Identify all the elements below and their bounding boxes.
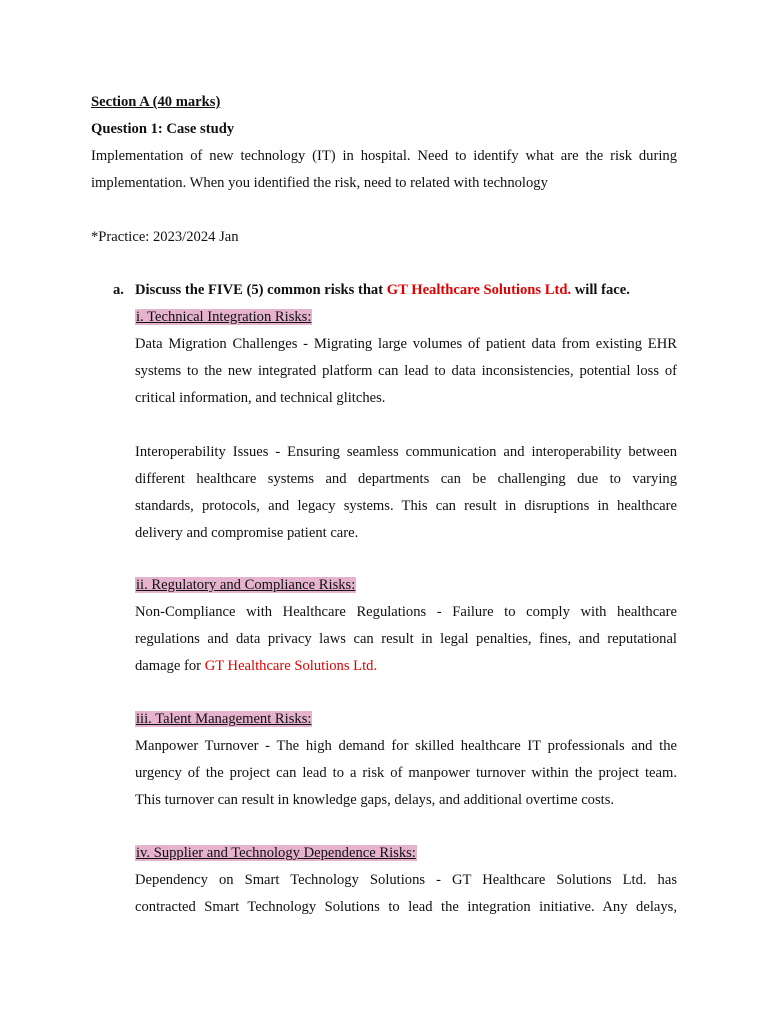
risk-heading-3	[135, 706, 312, 733]
company-name: GT Healthcare Solutions Ltd.	[204, 658, 378, 674]
risk-heading-2	[135, 572, 356, 599]
paragraph-line: Interoperability Issues - Ensuring seamless communication and interoperability between	[135, 444, 677, 460]
paragraph-line: Dependency on Smart Technology Solutions - GT Healthcare Solutions Ltd. has	[135, 872, 677, 888]
risk-heading-1-text: i. Technical Integration Risks:	[136, 309, 312, 325]
risk-heading-4	[135, 840, 417, 867]
paragraph-line: standards, protocols, and legacy systems. This can result in disruptions in healthcare	[135, 498, 677, 514]
paragraph-line: Data Migration Challenges - Migrating large volumes of patient data from existing EHR	[135, 336, 677, 352]
question-a-prefix: Discuss the FIVE (5) common risks that	[135, 282, 387, 298]
paragraph-line: This turnover can result in knowledge gaps, delays, and additional overtime costs.	[135, 792, 615, 808]
risk-heading-3-text: iii. Talent Management Risks:	[136, 711, 312, 727]
company-name: GT Healthcare Solutions Ltd.	[386, 282, 572, 298]
paragraph-line: delivery and compromise patient care.	[135, 525, 359, 541]
paragraph-line	[135, 653, 377, 680]
practice-note: *Practice: 2023/2024 Jan	[91, 229, 239, 245]
intro-line-2: implementation. When you identified the risk, need to related with technology	[91, 175, 548, 191]
question-a	[135, 277, 630, 304]
section-title: Section A (40 marks)	[91, 94, 221, 110]
risk-heading-4-text: iv. Supplier and Technology Dependence Risks:	[136, 845, 416, 861]
intro-line-1: Implementation of new technology (IT) in hospital. Need to identify what are the risk during	[91, 148, 677, 164]
risk-heading-2-text: ii. Regulatory and Compliance Risks:	[136, 577, 356, 593]
question-title: Question 1: Case study	[91, 121, 235, 137]
paragraph-line: urgency of the project can lead to a risk of manpower turnover within the project team.	[135, 765, 677, 781]
paragraph-line: Manpower Turnover - The high demand for skilled healthcare IT professionals and the	[135, 738, 677, 754]
damage-prefix: damage for	[135, 658, 205, 674]
paragraph-line: different healthcare systems and departments can be challenging due to varying	[135, 471, 677, 487]
risk-heading-1	[135, 304, 312, 331]
list-marker: a.	[113, 282, 124, 298]
paragraph-line: Non-Compliance with Healthcare Regulations - Failure to comply with healthcare	[135, 604, 677, 620]
paragraph-line: critical information, and technical glitches.	[135, 390, 386, 406]
question-a-suffix: will face.	[571, 282, 630, 298]
paragraph-line: systems to the new integrated platform can lead to data inconsistencies, potential loss of	[135, 363, 677, 379]
paragraph-line: contracted Smart Technology Solutions to lead the integration initiative. Any delays,	[135, 899, 677, 915]
paragraph-line: regulations and data privacy laws can result in legal penalties, fines, and reputational	[135, 631, 677, 647]
